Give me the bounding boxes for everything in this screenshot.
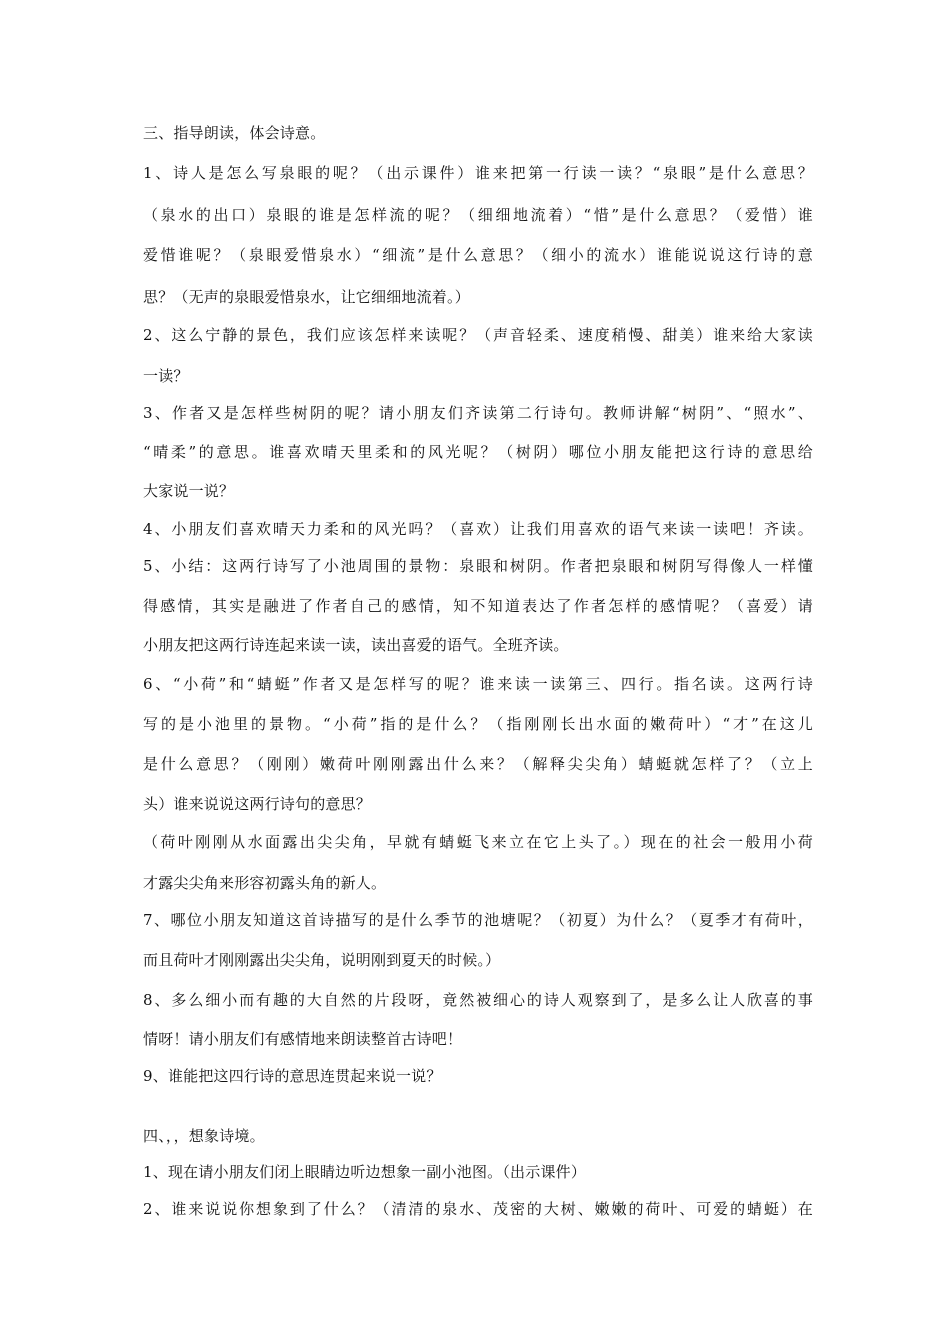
paragraph-line: 得感情，其实是融进了作者自己的感情，知不知道表达了作者怎样的感情呢？（喜爱）请 bbox=[143, 597, 813, 615]
paragraph-line: 1、现在请小朋友们闭上眼睛边听边想象一副小池图。（出示课件） bbox=[143, 1163, 587, 1181]
paragraph-line: 大家说一说？ bbox=[143, 482, 235, 500]
paragraph-line: 9、谁能把这四行诗的意思连贯起来说一说？ bbox=[143, 1067, 442, 1085]
paragraph-line: 6、“小荷”和“蜻蜓”作者又是怎样写的呢？谁来读一读第三、四行。指名读。这两行诗 bbox=[143, 675, 813, 693]
paragraph-line: 头）谁来说说这两行诗句的意思？ bbox=[143, 795, 372, 813]
paragraph-line: 1、诗人是怎么写泉眼的呢？（出示课件）谁来把第一行读一读？“泉眼”是什么意思？ bbox=[143, 164, 813, 182]
paragraph-line: 思？（无声的泉眼爱惜泉水，让它细细地流着。） bbox=[143, 288, 470, 306]
paragraph-line: 是什么意思？（刚刚）嫩荷叶刚刚露出什么来？（解释尖尖角）蜻蜓就怎样了？（立上 bbox=[143, 755, 813, 773]
paragraph-line: （荷叶刚刚从水面露出尖尖角，早就有蜻蜓飞来立在它上头了。）现在的社会一般用小荷 bbox=[143, 833, 813, 851]
paragraph-line: 4、小朋友们喜欢晴天力柔和的风光吗？（喜欢）让我们用喜欢的语气来读一读吧！齐读。 bbox=[143, 520, 813, 538]
paragraph-line: 情呀！请小朋友们有感情地来朗读整首古诗吧！ bbox=[143, 1030, 463, 1048]
paragraph-line: 而且荷叶才刚刚露出尖尖角，说明刚到夏天的时候。） bbox=[143, 951, 501, 969]
paragraph-line: （泉水的出口）泉眼的谁是怎样流的呢？（细细地流着）“惜”是什么意思？（爱惜）谁 bbox=[143, 206, 813, 224]
paragraph-line: “晴柔”的意思。谁喜欢晴天里柔和的风光呢？（树阴）哪位小朋友能把这行诗的意思给 bbox=[143, 443, 813, 461]
paragraph-line: 写的是小池里的景物。“小荷”指的是什么？（指刚刚长出水面的嫩荷叶）“才”在这儿 bbox=[143, 715, 813, 733]
paragraph-line: 2、谁来说说你想象到了什么？（清清的泉水、茂密的大树、嫩嫩的荷叶、可爱的蜻蜓）在 bbox=[143, 1200, 813, 1218]
paragraph-line: 2、这么宁静的景色，我们应该怎样来读呢？（声音轻柔、速度稍慢、甜美）谁来给大家读 bbox=[143, 326, 813, 344]
section-heading-4: 四、，，想象诗境。 bbox=[143, 1127, 265, 1145]
paragraph-line: 7、哪位小朋友知道这首诗描写的是什么季节的池塘呢？（初夏）为什么？（夏季才有荷叶， bbox=[143, 911, 813, 929]
paragraph-line: 一读？ bbox=[143, 367, 189, 385]
paragraph-line: 小朋友把这两行诗连起来读一读，读出喜爱的语气。全班齐读。 bbox=[143, 636, 569, 654]
section-heading-3: 三、指导朗读，体会诗意。 bbox=[143, 124, 326, 142]
paragraph-line: 才露尖尖角来形容初露头角的新人。 bbox=[143, 874, 387, 892]
paragraph-line: 5、小结：这两行诗写了小池周围的景物：泉眼和树阴。作者把泉眼和树阴写得像人一样懂 bbox=[143, 557, 813, 575]
paragraph-line: 爱惜谁呢？（泉眼爱惜泉水）“细流”是什么意思？（细小的流水）谁能说说这行诗的意 bbox=[143, 246, 813, 264]
paragraph-line: 8、多么细小而有趣的大自然的片段呀，竟然被细心的诗人观察到了，是多么让人欣喜的事 bbox=[143, 991, 813, 1009]
paragraph-line: 3、作者又是怎样些树阴的呢？请小朋友们齐读第二行诗句。教师讲解“树阴”、“照水”、 bbox=[143, 404, 813, 422]
